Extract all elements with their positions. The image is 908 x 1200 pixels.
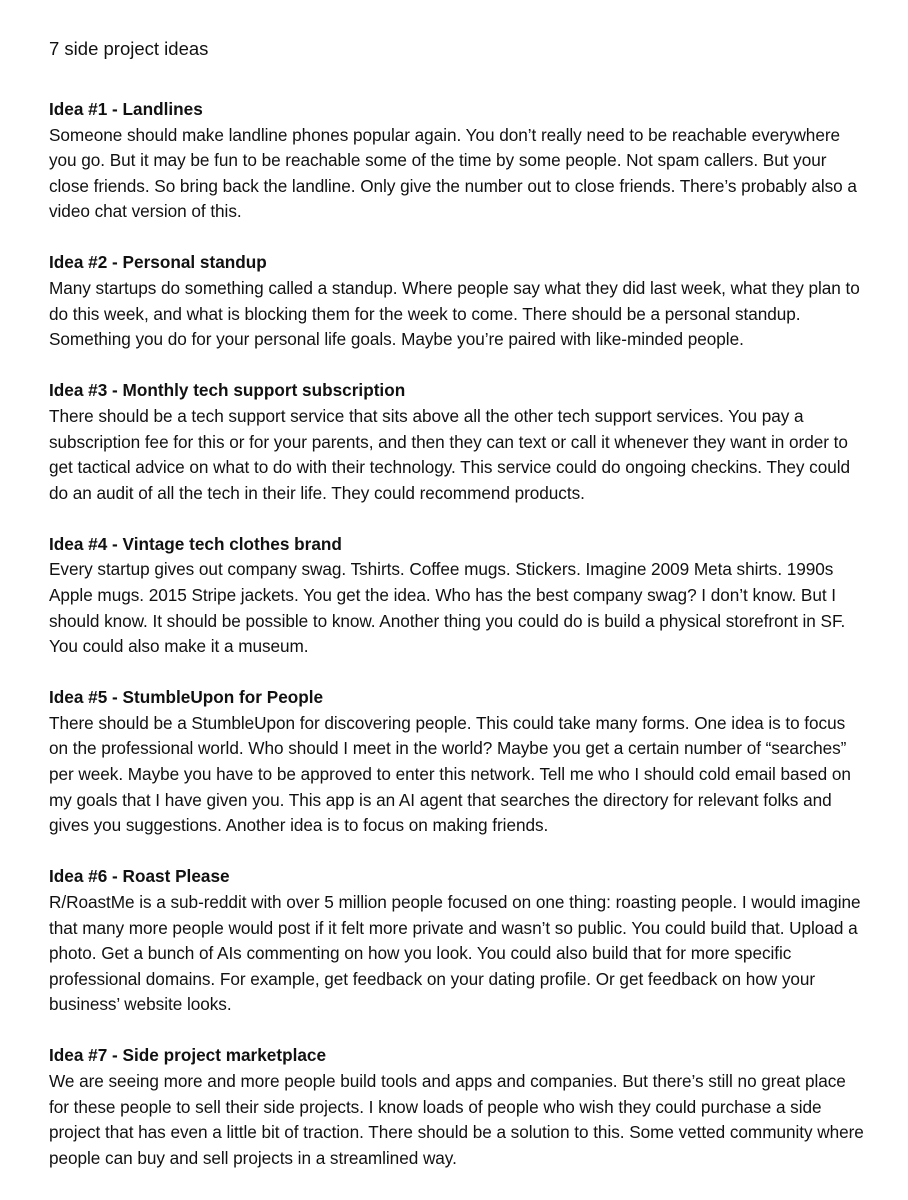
idea-body: We are seeing more and more people build tools and apps and companies. But there’s still no great place for these people to sell their side projects. I know loads of people who wish they could purchase a side project that has even a little bit of traction. There should be a solution to this. Some vetted community where people can buy and sell projects in a streamlined way. xyxy=(49,1071,864,1168)
idea-section-4 xyxy=(49,532,868,660)
idea-body: There should be a StumbleUpon for discovering people. This could take many forms. One idea is to focus on the professional world. Who should I meet in the world? Maybe you get a certain number of “searches” per week. Maybe you have to be approved to enter this network. Tell me who I should cold email based on my goals that I have given you. This app is an AI agent that searches the directory for relevant folks and gives you suggestions. Another idea is to focus on making friends. xyxy=(49,712,851,836)
idea-body: R/RoastMe is a sub-reddit with over 5 million people focused on one thing: roasting people. I would imagine that many more people would post if it felt more private and wasn’t so public. You could build that. Upload a photo. Get a bunch of AIs commenting on how you look. You could also build that for more specific professional domains. For example, get feedback on your dating profile. Or get feedback on how your business’ website looks. xyxy=(49,891,861,1015)
idea-section-1 xyxy=(49,97,868,225)
ideas-list xyxy=(49,97,868,1171)
idea-heading: Idea #1 - Landlines xyxy=(49,99,203,119)
idea-section-2 xyxy=(49,250,868,352)
idea-heading: Idea #4 - Vintage tech clothes brand xyxy=(49,533,342,554)
document-title: 7 side project ideas xyxy=(49,38,209,59)
idea-heading: Idea #2 - Personal standup xyxy=(49,252,267,273)
idea-body: Every startup gives out company swag. Tshirts. Coffee mugs. Stickers. Imagine 2009 Meta shirts. 1990s Apple mugs. 2015 Stripe jackets. You get the idea. Who has the best company swag? I don’t know. But I should know. It should be possible to know. Another thing you could do is build a physical storefront in SF. You could also make it a museum. xyxy=(49,559,846,657)
idea-section-6 xyxy=(49,864,868,1018)
idea-body: Many startups do something called a standup. Where people say what they did last week, what they plan to do this week, and what is blocking them for the week to come. There should be a personal standup. Something you do for your personal life goals. Maybe you’re paired with like-minded people. xyxy=(49,278,860,350)
idea-section-7 xyxy=(49,1043,868,1171)
idea-heading: Idea #7 - Side project marketplace xyxy=(49,1045,327,1066)
idea-heading: Idea #5 - StumbleUpon for People xyxy=(49,687,324,708)
idea-body: There should be a tech support service that sits above all the other tech support services. You pay a subscription fee for this or for your parents, and then they can text or call it whenever they want in order to get tactical advice on what to do with their technology. This service could do ongoing checkins. They could do an audit of all the tech in their life. They could recommend products. xyxy=(49,405,851,503)
idea-section-5 xyxy=(49,685,868,839)
idea-heading: Idea #6 - Roast Please xyxy=(49,866,230,887)
idea-heading: Idea #3 - Monthly tech support subscription xyxy=(49,380,406,401)
idea-section-3 xyxy=(49,378,868,506)
idea-body: Someone should make landline phones popular again. You don’t really need to be reachable everywhere you go. But it may be fun to be reachable some of the time by some people. Not spam callers. But your close friends. So bring back the landline. Only give the number out to close friends. There’s probably also a video chat version of this. xyxy=(49,124,857,222)
